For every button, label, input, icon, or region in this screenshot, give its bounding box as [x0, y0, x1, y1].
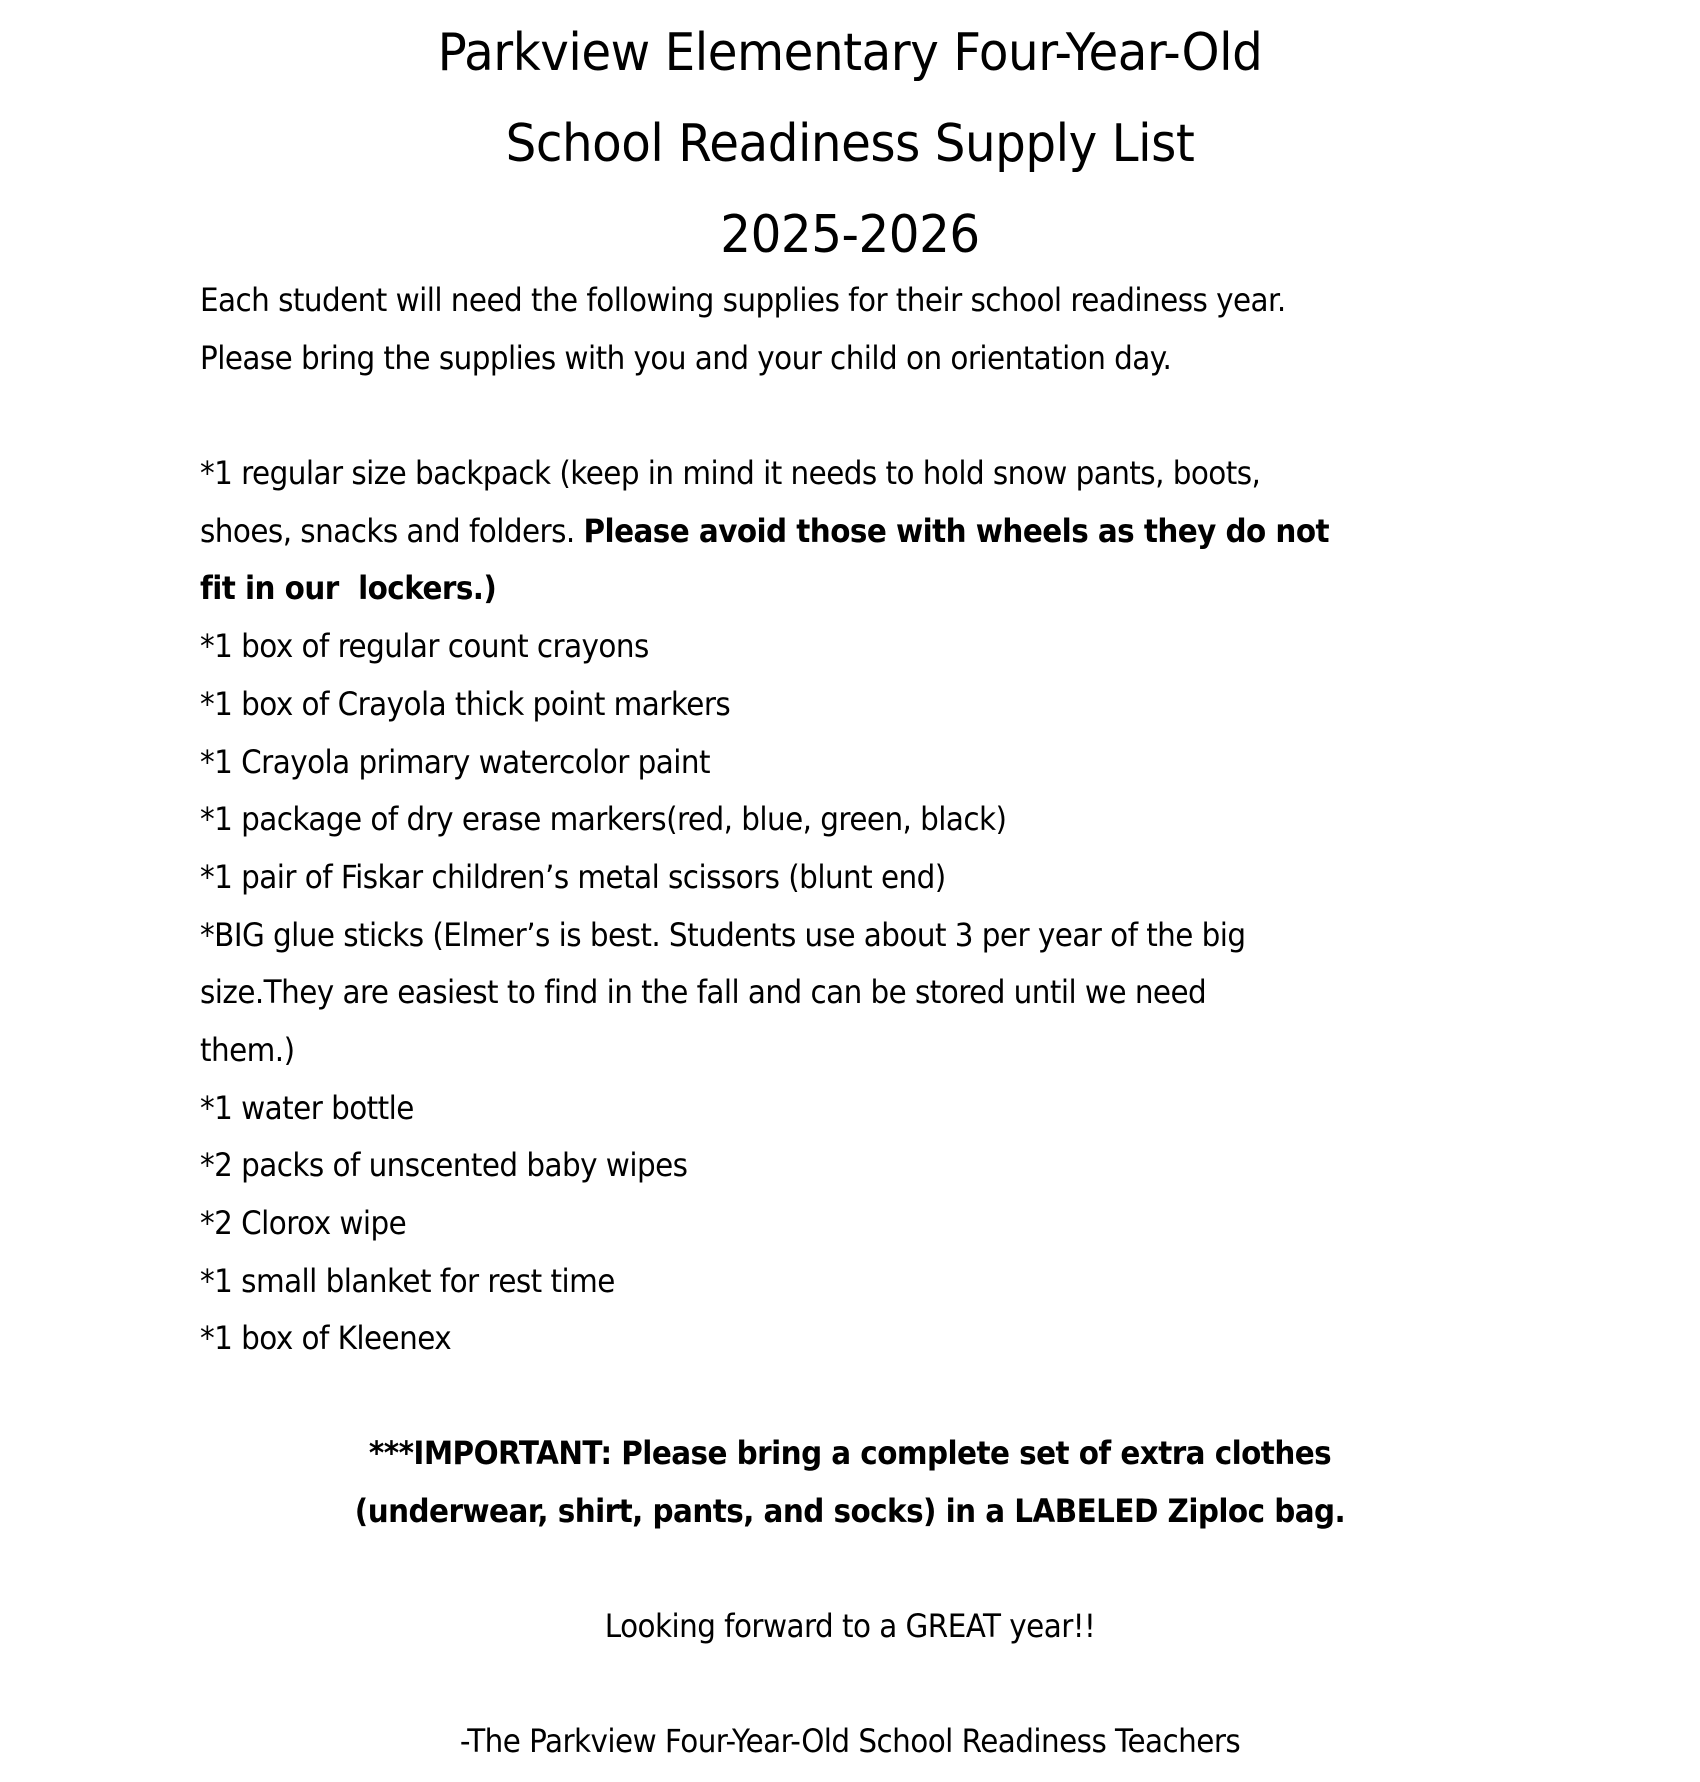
document-body	[200, 272, 1520, 1368]
list-item-dry-erase-markers: *1 package of dry erase markers(red, blue, green, black)	[200, 800, 1007, 839]
document-title	[0, 8, 1700, 281]
intro-line-1: Each student will need the following supplies for their school readiness year.	[200, 281, 1286, 319]
title-line-school-name: Parkview Elementary Four-Year-Old	[437, 23, 1263, 83]
important-line-1: ***IMPORTANT: Please bring a complete set of extra clothes	[368, 1434, 1332, 1472]
title-line-list-name: School Readiness Supply List	[505, 114, 1195, 174]
important-note	[0, 1425, 1700, 1540]
glue-line-1: *BIG glue sticks (Elmer’s is best. Students use about 3 per year of the big	[200, 915, 1246, 954]
list-item-blanket: *1 small blanket for rest time	[200, 1261, 615, 1300]
backpack-warning: Please avoid those with wheels as they do not	[583, 511, 1330, 550]
list-item-water-bottle: *1 water bottle	[200, 1088, 414, 1127]
glue-line-2: size.They are easiest to find in the fall and can be stored until we need	[200, 973, 1207, 1012]
backpack-line-1: *1 regular size backpack (keep in mind it needs to hold snow pants, boots,	[200, 454, 1261, 493]
list-item-clorox-wipes: *2 Clorox wipe	[200, 1204, 407, 1242]
backpack-note: shoes, snacks and folders.	[200, 511, 584, 550]
list-item-kleenex: *1 box of Kleenex	[200, 1319, 452, 1358]
list-item-watercolor: *1 Crayola primary watercolor paint	[200, 742, 710, 781]
signature	[0, 1713, 1700, 1771]
list-item-scissors: *1 pair of Fiskar children’s metal scissors (blunt end)	[200, 857, 946, 896]
backpack-line-2	[200, 503, 1414, 561]
list-item-baby-wipes: *2 packs of unscented baby wipes	[200, 1146, 688, 1185]
closing-line: Looking forward to a GREAT year!!	[604, 1607, 1096, 1645]
list-item-markers: *1 box of Crayola thick point markers	[200, 684, 731, 723]
glue-line-3: them.)	[200, 1030, 295, 1069]
signature-line: -The Parkview Four-Year-Old School Readiness Teachers	[459, 1722, 1241, 1760]
list-item-crayons: *1 box of regular count crayons	[200, 627, 649, 666]
backpack-warning-cont: fit in our lockers.)	[200, 569, 497, 608]
supply-list	[200, 445, 1520, 1368]
list-item-glue-sticks	[200, 907, 1520, 1080]
intro-line-2: Please bring the supplies with you and your child on orientation day.	[200, 338, 1172, 377]
closing-message	[0, 1598, 1700, 1656]
list-item-backpack	[200, 445, 1520, 618]
important-line-2: (underwear, shirt, pants, and socks) in a LABELED Ziploc bag.	[354, 1491, 1346, 1530]
title-line-school-year: 2025-2026	[720, 205, 980, 265]
spacer	[200, 387, 1520, 445]
